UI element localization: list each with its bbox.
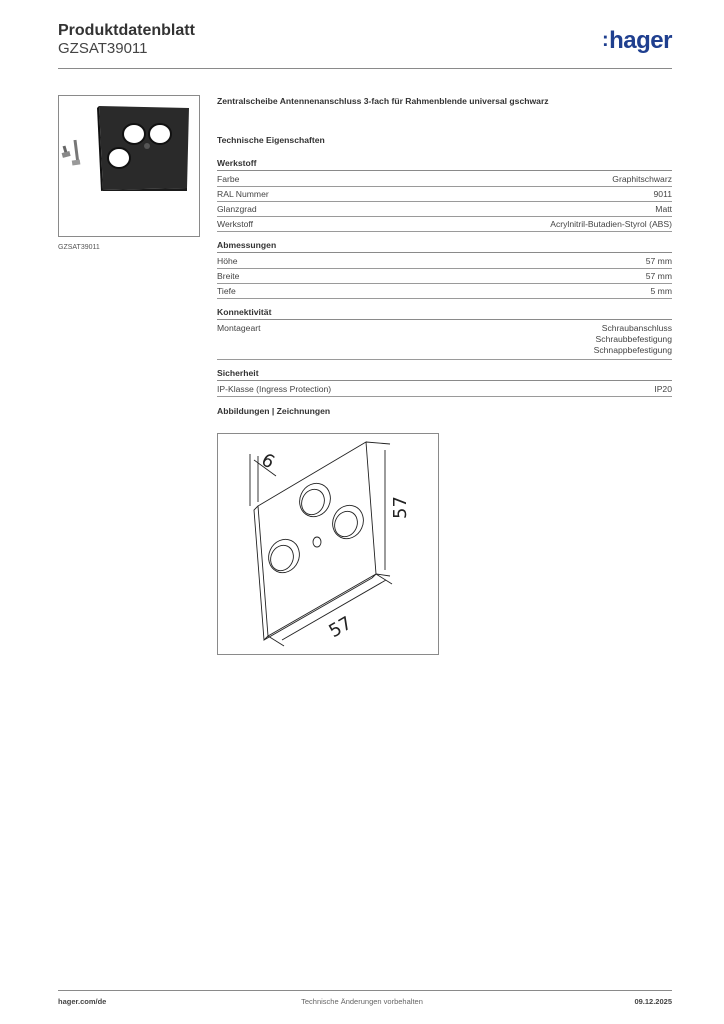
spec-label: Farbe: [217, 174, 240, 184]
section-title: Sicherheit: [217, 368, 672, 381]
section-konnektivitaet: [217, 307, 672, 360]
footer-divider: [58, 990, 672, 991]
spec-row: [217, 172, 672, 187]
spec-row: [217, 284, 672, 299]
tech-properties-heading: Technische Eigenschaften: [217, 135, 325, 145]
spec-row: [217, 202, 672, 217]
spec-row: [217, 382, 672, 397]
plate-icon: [97, 106, 189, 191]
section-title: Konnektivität: [217, 307, 672, 320]
image-caption: GZSAT39011: [58, 244, 100, 251]
section-werkstoff: [217, 158, 672, 232]
spec-label: Glanzgrad: [217, 204, 257, 214]
footer-date: 09.12.2025: [634, 997, 672, 1006]
section-abmessungen: [217, 240, 672, 299]
spec-value: IP20: [654, 384, 672, 394]
logo-text: hager: [609, 27, 672, 54]
section-sicherheit: [217, 368, 672, 397]
spec-label: RAL Nummer: [217, 189, 269, 199]
spec-value-list: [594, 323, 672, 356]
spec-value: Matt: [655, 204, 672, 214]
spec-row: [217, 321, 672, 360]
spec-value: Acrylnitril-Butadien-Styrol (ABS): [550, 219, 672, 229]
section-title: Abmessungen: [217, 240, 672, 253]
product-description: Zentralscheibe Antennenanschluss 3-fach für Rahmenblende universal gschwarz: [217, 96, 549, 106]
datasheet-content: [217, 96, 672, 416]
spec-row: [217, 187, 672, 202]
spec-value: Schraubanschluss: [601, 323, 672, 333]
spec-row: [217, 269, 672, 284]
spec-label: Höhe: [217, 256, 238, 266]
spec-label: IP-Klasse (Ingress Protection): [217, 384, 332, 394]
footer-website-link[interactable]: hager.com/de: [58, 997, 107, 1006]
spec-value: 5 mm: [650, 286, 672, 296]
article-number: GZSAT39011: [58, 40, 148, 57]
spec-label: Montageart: [217, 323, 261, 333]
drawings-heading: Abbildungen | Zeichnungen: [217, 406, 331, 416]
spec-value: Graphitschwarz: [612, 174, 672, 184]
spec-value: 57 mm: [645, 256, 672, 266]
product-image: [58, 95, 200, 237]
spec-row: [217, 254, 672, 269]
section-title: Werkstoff: [217, 158, 672, 171]
spec-row: [217, 217, 672, 232]
footer-disclaimer: Technische Änderungen vorbehalten: [301, 997, 423, 1006]
width-dimension-label: 57: [325, 612, 356, 643]
spec-value: 9011: [653, 189, 672, 199]
hager-logo: :hager: [601, 27, 672, 54]
spec-label: Tiefe: [217, 286, 236, 296]
height-dimension-label: 57: [390, 496, 411, 519]
spec-value: Schnappbefestigung: [593, 345, 672, 355]
technical-drawing: [217, 433, 439, 655]
spec-label: Werkstoff: [217, 219, 253, 229]
spec-value: Schraubbefestigung: [595, 334, 672, 344]
spec-label: Breite: [217, 271, 240, 281]
depth-dimension-label: 6: [257, 449, 278, 474]
screw-icon: [62, 140, 81, 166]
spec-value: 57 mm: [645, 271, 672, 281]
header-divider: [58, 68, 672, 69]
page-title: Produktdatenblatt: [58, 22, 195, 39]
